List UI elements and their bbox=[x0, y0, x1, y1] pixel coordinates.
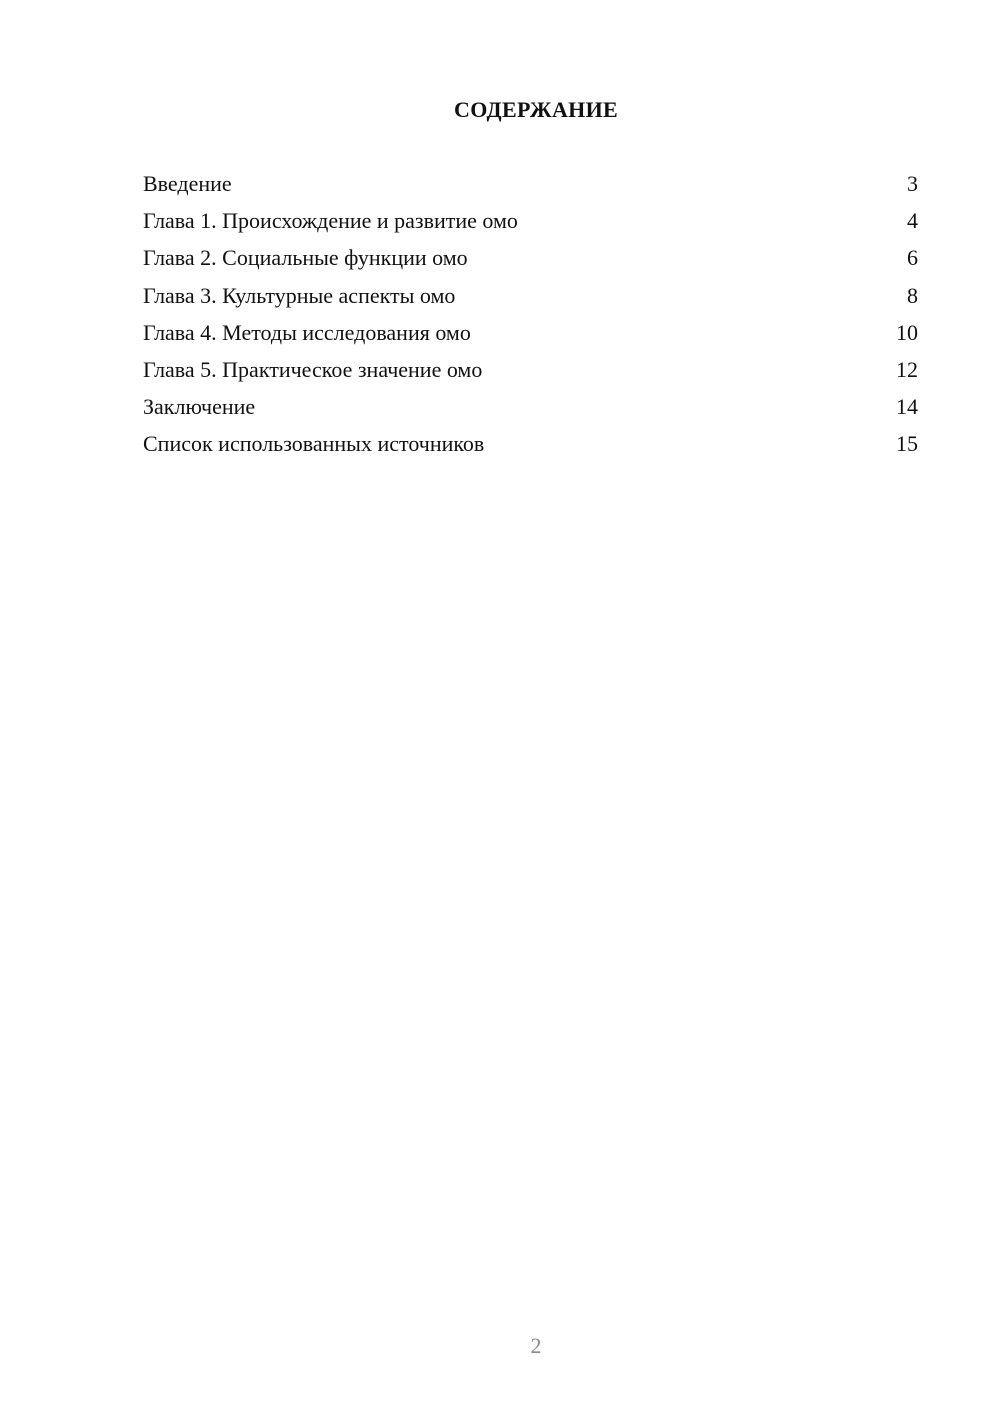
page-title: СОДЕРЖАНИЕ bbox=[454, 97, 618, 122]
toc-entry-title: Глава 2. Социальные функции омо bbox=[143, 245, 468, 271]
toc-entry-page-number: 3 bbox=[907, 171, 918, 196]
toc-entry-page-number: 12 bbox=[896, 356, 918, 382]
toc-entry-references[interactable] bbox=[143, 428, 918, 465]
toc-entry-chapter-4[interactable] bbox=[143, 317, 918, 354]
toc-entry-chapter-2[interactable] bbox=[143, 242, 918, 279]
toc-entry-page-number: 8 bbox=[907, 282, 918, 308]
toc-entry-title: Глава 5. Практическое значение омо bbox=[143, 356, 483, 382]
toc-entry-title: Глава 3. Культурные аспекты омо bbox=[143, 282, 456, 308]
toc-entry-page-number: 10 bbox=[896, 319, 918, 345]
table-of-contents bbox=[143, 168, 918, 466]
toc-entry-conclusion[interactable] bbox=[143, 391, 918, 428]
toc-entry-title: Список использованных источников bbox=[143, 431, 485, 457]
toc-entry-chapter-5[interactable] bbox=[143, 354, 918, 391]
toc-entry-title: Введение bbox=[143, 171, 232, 196]
toc-entry-page-number: 4 bbox=[907, 208, 918, 234]
page-number: 2 bbox=[530, 1333, 542, 1358]
toc-entry-page-number: 15 bbox=[896, 431, 918, 457]
toc-entry-title: Глава 1. Происхождение и развитие омо bbox=[143, 208, 518, 234]
toc-entry-chapter-1[interactable] bbox=[143, 205, 918, 242]
toc-entry-title: Заключение bbox=[143, 394, 256, 420]
toc-entry-page-number: 6 bbox=[907, 245, 918, 271]
toc-entry-introduction[interactable] bbox=[143, 168, 918, 205]
toc-entry-title: Глава 4. Методы исследования омо bbox=[143, 319, 471, 345]
toc-entry-page-number: 14 bbox=[896, 394, 918, 420]
toc-entry-chapter-3[interactable] bbox=[143, 280, 918, 317]
